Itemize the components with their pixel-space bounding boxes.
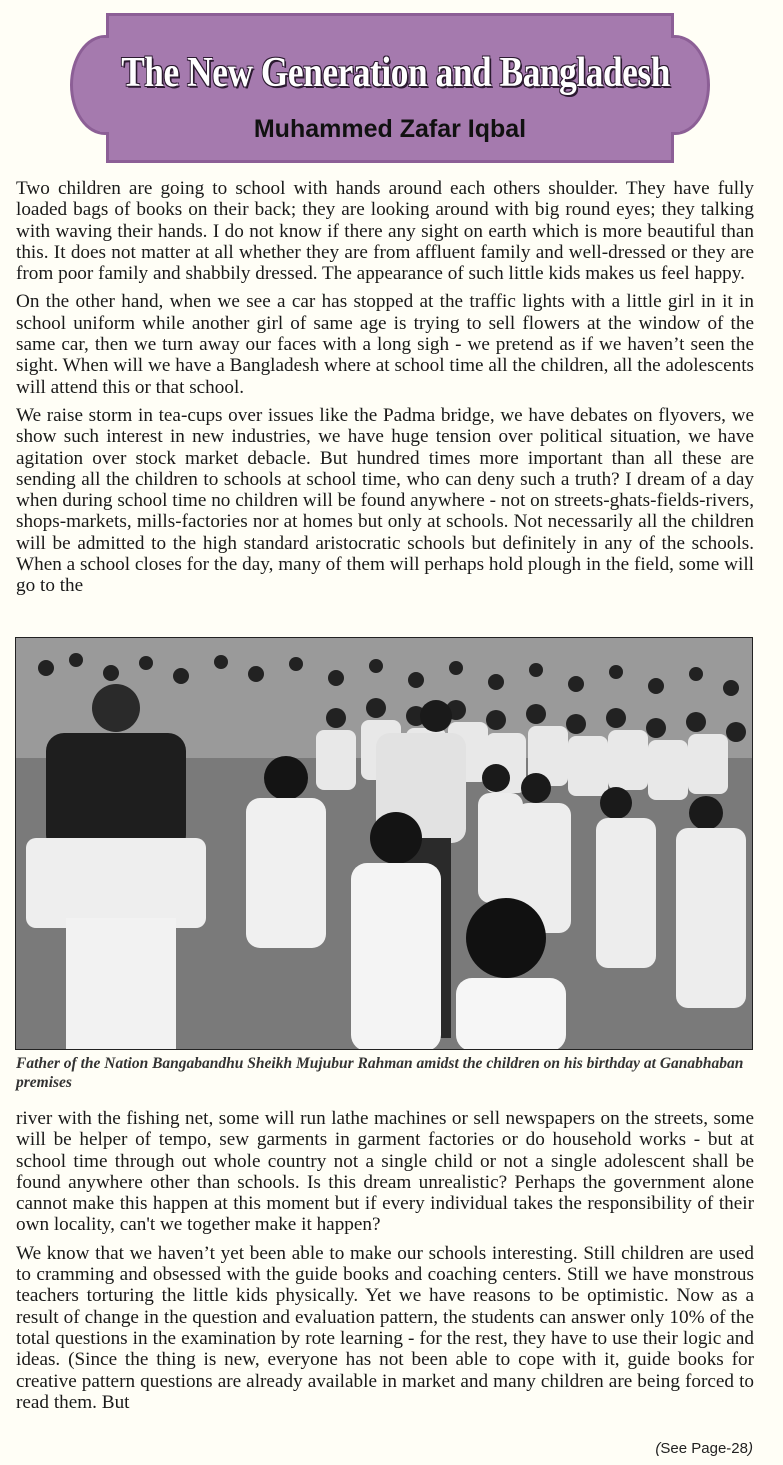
paragraph: We raise storm in tea-cups over issues like the Padma bridge, we have debates on flyovers, we show such interest in new industries, we have huge tension over political situation, we have agitation over stock market debacle. But hundred times more important than all these are sending all the children to schools at school time, who can deny such a truth? I dream of a day when during school time no children will be found anywhere - not on streets-ghats-fields-rivers, shops-markets, mills-factories nor at homes but only at schools. Not necessarily all the children will be admitted to the high standard aristocratic schools but definitely in any of the schools. When a school closes for the day, many of them will perhaps hold plough in the field, some will go to the (16, 404, 754, 597)
open-paren: ( (655, 1440, 661, 1457)
photo-caption: Father of the Nation Bangabandhu Sheikh Mujubur Rahman amidst the children on his birthday at Ganabhaban premises (16, 1055, 744, 1091)
title-banner (70, 13, 710, 163)
article-body-top (16, 178, 754, 604)
continuation-text: See Page-28 (660, 1440, 748, 1457)
paragraph: Two children are going to school with hands around each others shoulder. They have fully loaded bags of books on their back; they are looking around with big round eyes; they talking with waving their hands. I do not know if there any sight on earth which is more beautiful than this. It does not matter at all whether they are from affluent family and well-dressed or they are from poor family and shabbily dressed. The appearance of such little kids makes us feel happy. (16, 178, 754, 285)
close-paren: ) (748, 1440, 753, 1457)
article-photo (15, 637, 753, 1050)
photo-illustration (16, 638, 753, 1050)
paragraph: river with the fishing net, some will run lathe machines or sell newspapers on the streets, some will be helper of tempo, sew garments in garment factories or do household works - but at school time through out whole country not a single child or not a single adolescent shall be found anywhere other than schools. Is this dream unrealistic? Perhaps the government alone cannot make this happen at this moment but if every individual takes the responsibility of their own locality, can't we together make it happen? (16, 1108, 754, 1236)
article-title: The New Generation and Bangladesh (121, 50, 670, 96)
paragraph: On the other hand, when we see a car has stopped at the traffic lights with a little girl in it in school uniform while another girl of same age is trying to sell flowers at the window of the same car, then we turn away our faces with a long sigh - we pretend as if we haven’t seen the sight. When will we have a Bangladesh where at school time all the children, all the adolescents will attend this or that school. (16, 291, 754, 398)
article-body-bottom (16, 1108, 754, 1420)
article-author: Muhammed Zafar Iqbal (253, 115, 527, 143)
continuation-note (655, 1440, 753, 1457)
paragraph: We know that we haven’t yet been able to make our schools interesting. Still children are used to cramming and obsessed with the guide books and coaching centers. Still we have monstrous teachers torturing the little kids physically. Yet we have reasons to be optimistic. Now as a result of change in the question and evaluation pattern, the students can answer only 10% of the total questions in the examination by rote learning - for the rest, they have to use their logic and ideas. (Since the thing is new, everyone has not been able to cope with it, guide books for creative pattern questions are already available in market and many children are being forced to read them. But (16, 1242, 754, 1413)
